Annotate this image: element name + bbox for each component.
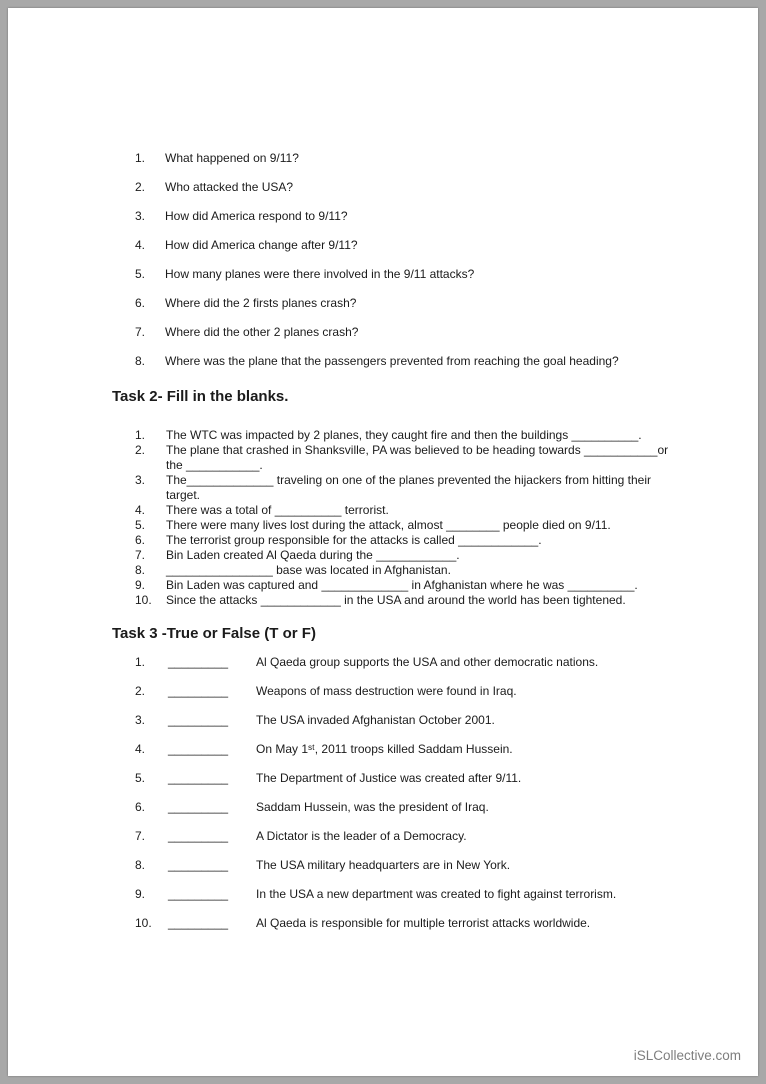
item-number: 8. — [135, 563, 146, 577]
item-text: Bin Laden created Al Qaeda during the ____________. — [166, 548, 460, 562]
task1-item — [135, 179, 718, 196]
answer-blank: _________ — [168, 858, 229, 872]
task2-item — [135, 548, 718, 563]
task3-item — [135, 915, 718, 932]
item-text: On May 1ˢᵗ, 2011 troops killed Saddam Hussein. — [256, 742, 513, 756]
task1-question-list — [135, 150, 718, 370]
item-number: 6. — [135, 296, 146, 310]
task3-item — [135, 712, 718, 729]
item-number: 8. — [135, 858, 146, 872]
item-number: 1. — [135, 428, 146, 442]
item-number: 10. — [135, 916, 152, 930]
task1-item — [135, 237, 718, 254]
item-number: 4. — [135, 503, 146, 517]
item-number: 8. — [135, 354, 146, 368]
item-text: What happened on 9/11? — [165, 151, 299, 165]
task3-item — [135, 654, 718, 671]
item-number: 5. — [135, 518, 146, 532]
item-text: How did America respond to 9/11? — [165, 209, 348, 223]
item-text: The terrorist group responsible for the attacks is called ____________. — [166, 533, 542, 547]
item-number: 1. — [135, 151, 146, 165]
task2-item — [135, 578, 718, 593]
answer-blank: _________ — [168, 829, 229, 843]
item-text: There were many lives lost during the attack, almost ________ people died on 9/11. — [166, 518, 611, 532]
task2-item — [135, 503, 718, 518]
item-text: Where did the other 2 planes crash? — [165, 325, 359, 339]
answer-blank: _________ — [168, 655, 229, 669]
answer-blank: _________ — [168, 771, 229, 785]
item-number: 2. — [135, 180, 146, 194]
item-number: 7. — [135, 548, 146, 562]
task1-item — [135, 353, 718, 370]
item-text: The Department of Justice was created after 9/11. — [256, 771, 522, 785]
answer-blank: _________ — [168, 916, 229, 930]
worksheet-page — [8, 8, 758, 1076]
item-number: 6. — [135, 533, 146, 547]
task3-true-false-list — [135, 654, 718, 932]
task2-item — [135, 443, 718, 473]
item-number: 7. — [135, 829, 146, 843]
task2-item — [135, 593, 718, 608]
task1-item — [135, 295, 718, 312]
task2-item — [135, 563, 718, 578]
item-text: In the USA a new department was created to fight against terrorism. — [256, 887, 617, 901]
item-number: 3. — [135, 713, 146, 727]
answer-blank: _________ — [168, 800, 229, 814]
item-text: The USA invaded Afghanistan October 2001. — [256, 713, 495, 727]
islcollective-watermark: iSLCollective.com — [633, 1048, 741, 1063]
item-number: 2. — [135, 443, 146, 457]
item-number: 7. — [135, 325, 146, 339]
answer-blank: _________ — [168, 887, 229, 901]
answer-blank: _________ — [168, 742, 229, 756]
item-text: The USA military headquarters are in New York. — [256, 858, 511, 872]
task3-item — [135, 799, 718, 816]
item-text: Bin Laden was captured and _____________ in Afghanistan where he was __________. — [166, 578, 638, 592]
task3-item — [135, 741, 718, 758]
item-text: The plane that crashed in Shanksville, PA was believed to be heading towards ___________or the ___________. — [166, 443, 669, 472]
item-number: 5. — [135, 267, 146, 281]
item-text: Since the attacks ____________ in the USA and around the world has been tightened. — [166, 593, 626, 607]
item-text: Al Qaeda is responsible for multiple terrorist attacks worldwide. — [256, 916, 591, 930]
item-text: Saddam Hussein, was the president of Iraq. — [256, 800, 489, 814]
answer-blank: _________ — [168, 684, 229, 698]
task2-heading: Task 2- Fill in the blanks. — [112, 388, 289, 405]
item-number: 9. — [135, 578, 146, 592]
task2-item — [135, 428, 718, 443]
item-text: The_____________ traveling on one of the planes prevented the hijackers from hitting their target. — [166, 473, 651, 502]
item-text: Who attacked the USA? — [165, 180, 294, 194]
task3-item — [135, 770, 718, 787]
item-text: A Dictator is the leader of a Democracy. — [256, 829, 467, 843]
item-number: 9. — [135, 887, 146, 901]
task2-item — [135, 473, 718, 503]
item-text: How did America change after 9/11? — [165, 238, 358, 252]
item-number: 3. — [135, 473, 146, 487]
task3-item — [135, 828, 718, 845]
item-text: How many planes were there involved in the 9/11 attacks? — [165, 267, 475, 281]
task3-heading: Task 3 -True or False (T or F) — [112, 625, 316, 642]
item-text: Al Qaeda group supports the USA and other democratic nations. — [256, 655, 599, 669]
task3-item — [135, 857, 718, 874]
item-number: 2. — [135, 684, 146, 698]
item-text: ________________ base was located in Afghanistan. — [166, 563, 451, 577]
item-number: 6. — [135, 800, 146, 814]
item-text: The WTC was impacted by 2 planes, they caught fire and then the buildings __________. — [166, 428, 642, 442]
task3-item — [135, 886, 718, 903]
item-text: Where was the plane that the passengers prevented from reaching the goal heading? — [165, 354, 619, 368]
item-number: 3. — [135, 209, 146, 223]
item-number: 1. — [135, 655, 146, 669]
task1-item — [135, 208, 718, 225]
task1-item — [135, 266, 718, 283]
item-number: 4. — [135, 238, 146, 252]
task2-item — [135, 533, 718, 548]
item-number: 10. — [135, 593, 152, 607]
item-text: Weapons of mass destruction were found in Iraq. — [256, 684, 517, 698]
task2-item — [135, 518, 718, 533]
task1-item — [135, 150, 718, 167]
item-number: 4. — [135, 742, 146, 756]
task2-fill-in-list — [135, 428, 718, 608]
task3-item — [135, 683, 718, 700]
answer-blank: _________ — [168, 713, 229, 727]
item-number: 5. — [135, 771, 146, 785]
item-text: There was a total of __________ terrorist. — [166, 503, 389, 517]
task1-item — [135, 324, 718, 341]
item-text: Where did the 2 firsts planes crash? — [165, 296, 357, 310]
